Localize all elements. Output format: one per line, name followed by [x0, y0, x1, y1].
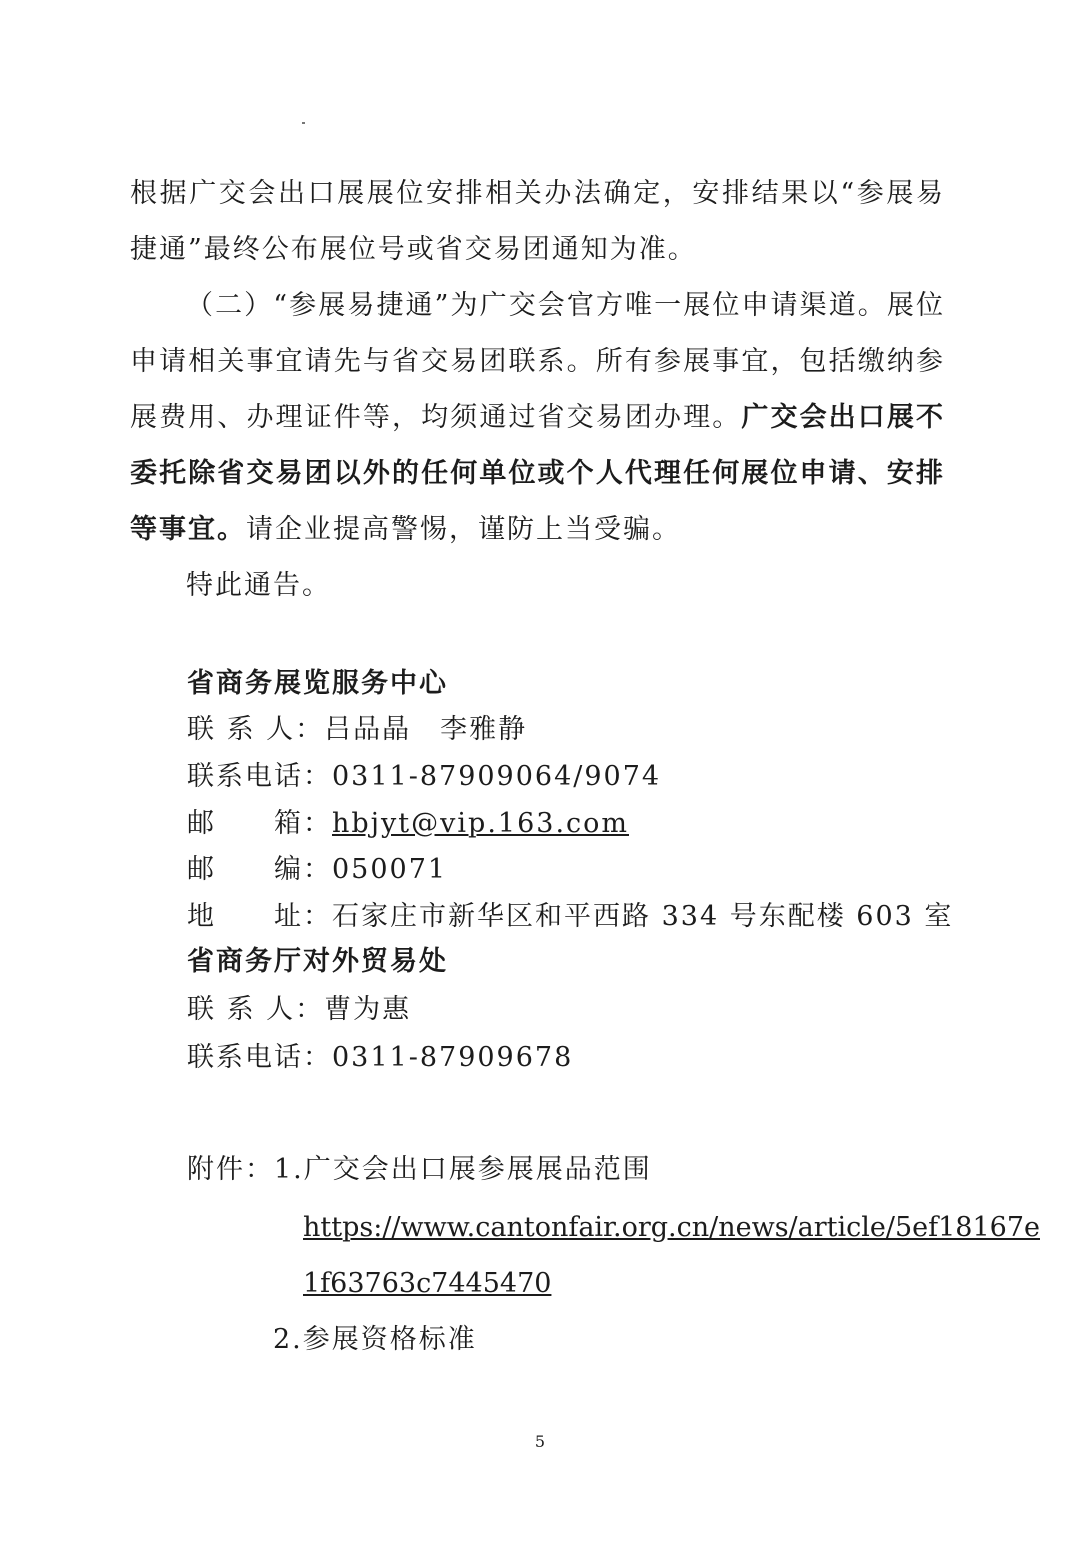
address-label: 地 址： — [187, 901, 332, 932]
closing-text: 特此通告。 — [186, 570, 331, 601]
paragraph-text: 根据广交会出口展展位安排相关办法确定，安排结果以“参展易捷通”最终公布展位号或省交易团通知为准。 — [130, 178, 945, 265]
contact-label: 联 系 人： — [187, 714, 325, 745]
zip-label: 邮 编： — [187, 854, 332, 885]
address-value: 石家庄市新华区和平西路 334 号东配楼 603 室 — [332, 901, 954, 932]
phone-label: 联系电话： — [187, 1042, 332, 1073]
paragraph-bold-warning: 广交会出口展不委托除省交易团以外的任何单位或个人代理任何展位申请、安排等事宜。 — [130, 402, 946, 545]
paragraph-official-channel — [130, 278, 945, 558]
attachments-label: 附件： — [187, 1154, 274, 1185]
phone-value: 0311-87909064/9074 — [332, 761, 662, 792]
contact-value: 吕品晶 李雅静 — [324, 714, 528, 745]
attachment-url-line-2[interactable]: 1f63763c7445470 — [303, 1268, 552, 1299]
page-number: 5 — [534, 1432, 546, 1451]
org1-email-row — [187, 804, 629, 844]
paragraph-text: （二）“参展易捷通”为广交会官方唯一展位申请渠道。展位申请相关事宜请先与省交易团联系。所有参展事宜，包括缴纳参展费用、办理证件等，均须通过省交易团办理。 — [130, 290, 945, 433]
paragraph-placement-result — [130, 166, 945, 278]
org1-zip-row — [187, 850, 447, 890]
phone-value: 0311-87909678 — [332, 1042, 574, 1073]
email-label: 邮 箱： — [187, 808, 332, 839]
email-link[interactable]: hbjyt@vip.163.com — [332, 808, 629, 839]
org2-phone-row — [187, 1038, 573, 1078]
org1-contact-row — [187, 710, 527, 750]
org1-address-row — [187, 897, 953, 937]
scan-speck — [302, 122, 305, 124]
paragraph-tail: 请企业提高警惕，谨防上当受骗。 — [246, 514, 681, 545]
closing-notice — [130, 558, 945, 614]
attachment-item-2: 2.参展资格标准 — [273, 1324, 477, 1355]
zip-value: 050071 — [332, 854, 448, 885]
org2-name: 省商务厅对外贸易处 — [187, 946, 448, 977]
org1-phone-row — [187, 757, 661, 797]
org1-name: 省商务展览服务中心 — [187, 668, 448, 699]
attachment-url-line-1[interactable]: https://www.cantonfair.org.cn/news/article/5ef18167e — [303, 1212, 1040, 1243]
phone-label: 联系电话： — [187, 761, 332, 792]
attachment-title: 1.广交会出口展参展展品范围 — [274, 1154, 652, 1185]
org2-contact-row — [187, 990, 411, 1030]
attachment-item-1 — [187, 1150, 652, 1190]
contact-value: 曹为惠 — [324, 994, 412, 1025]
contact-label: 联 系 人： — [187, 994, 325, 1025]
